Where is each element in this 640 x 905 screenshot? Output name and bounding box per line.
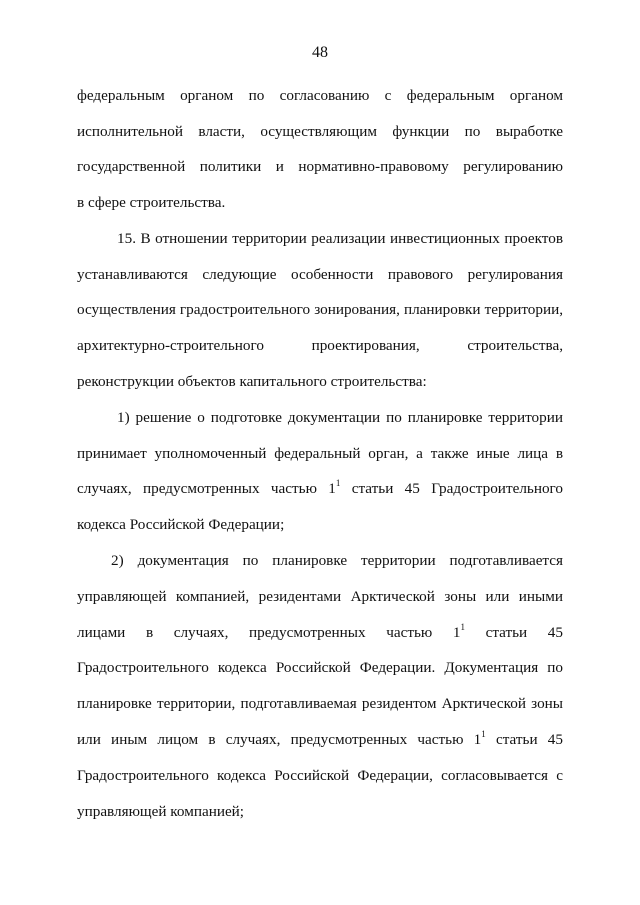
line-text-before-superscript: случаях, предусмотренных частью 1 bbox=[77, 480, 336, 497]
line-text-after-superscript: статьи 45 bbox=[464, 624, 563, 641]
text-line: принимает уполномоченный федеральный орган, а также иные лица в bbox=[77, 445, 563, 462]
line-text-after-superscript: статьи 45 Градостроительного bbox=[340, 480, 563, 497]
text-line: архитектурно-строительного проектирования, строительства, bbox=[77, 337, 563, 354]
line-text-before-superscript: или иным лицом в случаях, предусмотренных частью 1 bbox=[77, 731, 482, 748]
paragraph-15-first-line: 15. В отношении территории реализации инвестиционных проектов bbox=[117, 230, 563, 247]
superscript-index: 1 bbox=[460, 623, 465, 632]
text-line: государственной политики и нормативно-правовому регулированию bbox=[77, 158, 563, 175]
text-line: кодекса Российской Федерации; bbox=[77, 516, 285, 533]
text-line: в сфере строительства. bbox=[77, 194, 226, 211]
text-line-with-superscript bbox=[77, 623, 563, 643]
text-line: устанавливаются следующие особенности правового регулирования bbox=[77, 266, 563, 283]
text-line: исполнительной власти, осуществляющим функции по выработке bbox=[77, 123, 563, 140]
text-line: управляющей компанией; bbox=[77, 803, 245, 820]
item-2-first-line: 2) документация по планировке территории подготавливается bbox=[111, 552, 563, 569]
text-line-with-superscript bbox=[77, 479, 563, 499]
superscript-index: 1 bbox=[335, 479, 341, 488]
text-line: планировке территории, подготавливаемая резидентом Арктической зоны bbox=[77, 695, 563, 712]
text-line-with-superscript bbox=[77, 730, 563, 750]
text-line: реконструкции объектов капитального строительства: bbox=[77, 373, 427, 390]
item-1-first-line: 1) решение о подготовке документации по планировке территории bbox=[117, 409, 563, 426]
text-line: федеральным органом по согласованию с федеральным органом bbox=[77, 87, 563, 104]
text-line: управляющей компанией, резидентами Арктической зоны или иными bbox=[77, 588, 563, 605]
superscript-index: 1 bbox=[481, 730, 486, 739]
text-line: Градостроительного кодекса Российской Федерации, согласовывается с bbox=[77, 767, 563, 784]
line-text-before-superscript: лицами в случаях, предусмотренных частью 1 bbox=[77, 624, 461, 641]
line-text-after-superscript: статьи 45 bbox=[485, 731, 563, 748]
text-line: осуществления градостроительного зонирования, планировки территории, bbox=[77, 301, 563, 318]
page-number: 48 bbox=[312, 44, 328, 61]
text-line: Градостроительного кодекса Российской Федерации. Документация по bbox=[77, 659, 563, 676]
